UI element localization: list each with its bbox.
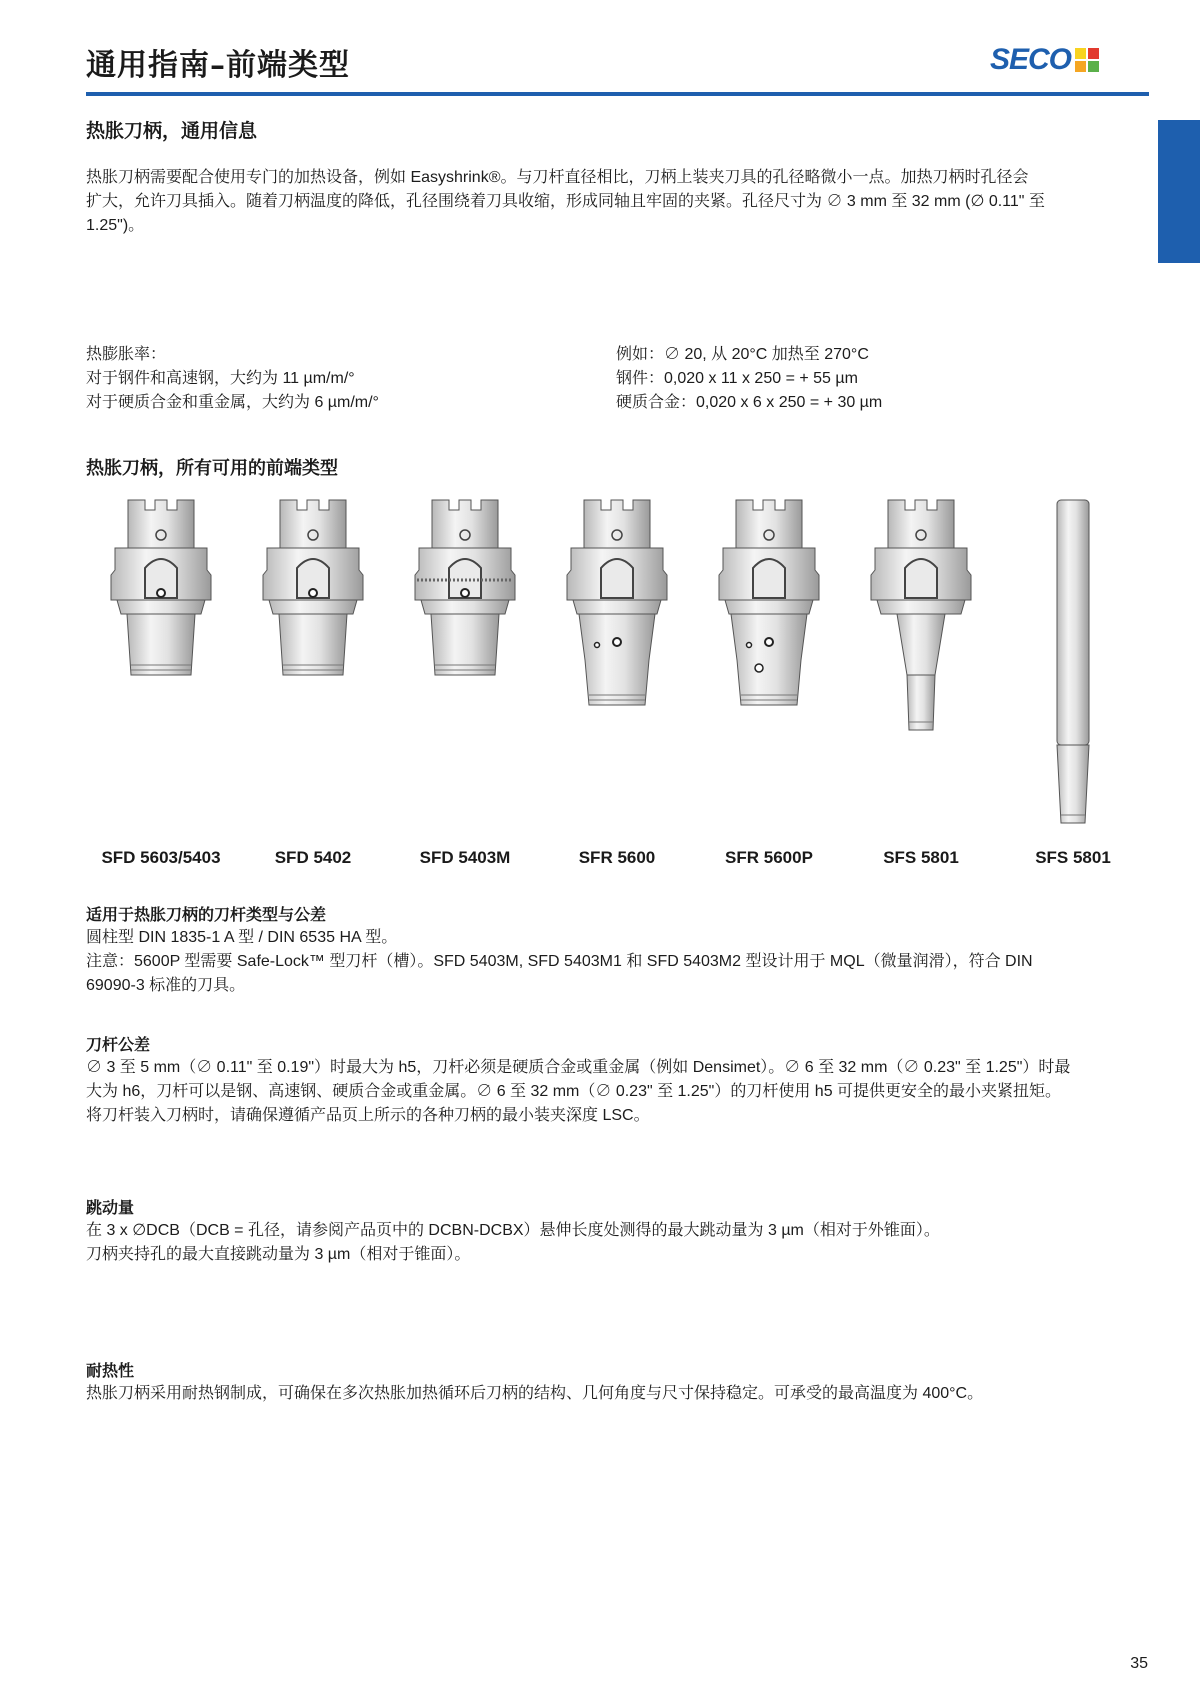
expansion-rates bbox=[86, 343, 606, 415]
tolerance-text bbox=[86, 1056, 1146, 1128]
toolholder-illustrations bbox=[86, 495, 1146, 830]
runout-text bbox=[86, 1219, 1146, 1267]
tolerance-heading: 刀杆公差 bbox=[86, 1035, 151, 1054]
toolholder-sfs-5801-long bbox=[1057, 500, 1089, 823]
type-label: SFD 5402 bbox=[274, 848, 352, 867]
logo-squares-icon bbox=[1075, 48, 1099, 72]
type-label: SFD 5403M bbox=[419, 848, 511, 867]
seco-logo bbox=[990, 43, 1099, 76]
logo-text: SECO bbox=[990, 43, 1072, 76]
type-label: SFR 5600 bbox=[578, 848, 656, 867]
type-label: SFS 5801 bbox=[883, 848, 959, 867]
expansion-line: 对于硬质合金和重金属，大约为 6 µm/m/° bbox=[86, 394, 379, 411]
intro-text bbox=[86, 166, 1146, 238]
intro-line: 1.25")。 bbox=[86, 217, 145, 234]
expansion-example bbox=[616, 343, 1116, 415]
intro-line: 扩大，允许刀具插入。随着刀柄温度的降低，孔径围绕着刀具收缩，形成同轴且牢固的夹紧。孔径尺寸为 ∅ 3 mm 至 32 mm (∅ 0.11" 至 bbox=[86, 193, 1045, 210]
page-number: 35 bbox=[1130, 1655, 1148, 1672]
header-rule bbox=[86, 92, 1149, 96]
toolholder-sfr-5600 bbox=[567, 500, 667, 705]
tolerance-line: ∅ 3 至 5 mm（∅ 0.11" 至 0.19"）时最大为 h5，刀杆必须是硬质合金或重金属（例如 Densimet）。∅ 6 至 32 mm（∅ 0.23" 至 1.25"）时最 bbox=[86, 1059, 1071, 1076]
runout-heading: 跳动量 bbox=[86, 1198, 135, 1217]
example-line: 钢件：0,020 x 11 x 250 = + 55 µm bbox=[616, 370, 858, 387]
tolerance-line: 大为 h6，刀杆可以是钢、高速钢、硬质合金或重金属。∅ 6 至 32 mm（∅ 0.23" 至 1.25"）的刀杆使用 h5 可提供更安全的最小夹紧扭矩。 bbox=[86, 1083, 1062, 1100]
heat-heading: 耐热性 bbox=[86, 1361, 135, 1380]
side-tab bbox=[1158, 120, 1200, 263]
expansion-line: 热膨胀率： bbox=[86, 346, 167, 363]
example-line: 硬质合金：0,020 x 6 x 250 = + 30 µm bbox=[616, 394, 883, 411]
runout-line: 在 3 x ∅DCB（DCB = 孔径，请参阅产品页中的 DCBN-DCBX）悬伸长度处测得的最大跳动量为 3 µm（相对于外锥面）。 bbox=[86, 1222, 940, 1239]
toolholder-sfd-5603-5403 bbox=[111, 500, 211, 675]
types-heading: 热胀刀柄，所有可用的前端类型 bbox=[86, 458, 338, 479]
shank-line: 69090-3 标准的刀具。 bbox=[86, 977, 246, 994]
type-label: SFR 5600P bbox=[725, 848, 813, 867]
shank-text bbox=[86, 926, 1146, 998]
type-label: SFS 5801 bbox=[1035, 848, 1111, 867]
heat-text bbox=[86, 1382, 1146, 1406]
type-label: SFD 5603/5403 bbox=[101, 848, 221, 867]
toolholder-sfs-5801 bbox=[871, 500, 971, 730]
shank-heading: 适用于热胀刀柄的刀杆类型与公差 bbox=[86, 905, 327, 924]
example-line: 例如：∅ 20, 从 20°C 加热至 270°C bbox=[616, 346, 869, 363]
runout-line: 刀柄夹持孔的最大直接跳动量为 3 µm（相对于锥面）。 bbox=[86, 1246, 471, 1263]
heat-line: 热胀刀柄采用耐热钢制成，可确保在多次热胀加热循环后刀柄的结构、几何角度与尺寸保持稳定。可承受的最高温度为 400°C。 bbox=[86, 1385, 984, 1402]
shank-line: 注意：5600P 型需要 Safe-Lock™ 型刀杆（槽）。SFD 5403M, SFD 5403M1 和 SFD 5403M2 型设计用于 MQL（微量润滑），符合 DIN bbox=[86, 953, 1033, 970]
expansion-line: 对于钢件和高速钢，大约为 11 µm/m/° bbox=[86, 370, 355, 387]
shank-line: 圆柱型 DIN 1835-1 A 型 / DIN 6535 HA 型。 bbox=[86, 929, 398, 946]
toolholder-sfd-5402 bbox=[263, 500, 363, 675]
toolholder-sfr-5600p bbox=[719, 500, 819, 705]
intro-line: 热胀刀柄需要配合使用专门的加热设备，例如 Easyshrink®。与刀杆直径相比，刀柄上装夹刀具的孔径略微小一点。加热刀柄时孔径会 bbox=[86, 169, 1029, 186]
toolholder-sfd-5403m bbox=[415, 500, 515, 675]
page-title: 通用指南–前端类型 bbox=[86, 48, 350, 83]
intro-heading: 热胀刀柄，通用信息 bbox=[86, 120, 258, 142]
tolerance-line: 将刀杆装入刀柄时，请确保遵循产品页上所示的各种刀柄的最小装夹深度 LSC。 bbox=[86, 1107, 650, 1124]
